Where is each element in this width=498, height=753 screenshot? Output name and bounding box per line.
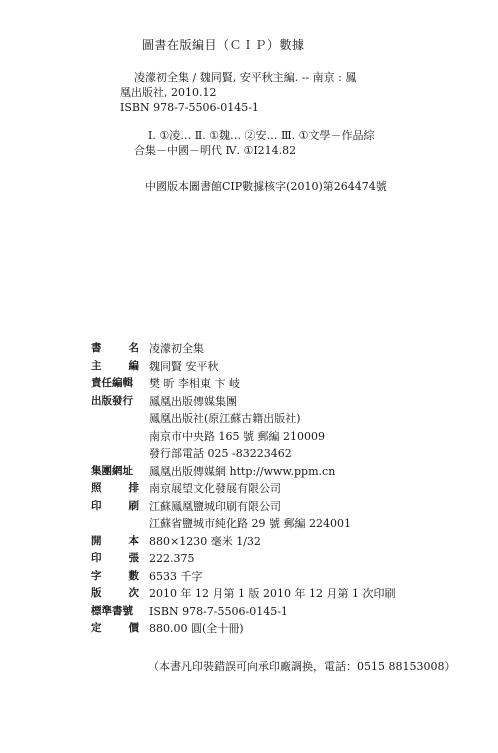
label-responsible-editor: 責任編輯 (91, 377, 133, 389)
row-sheets (91, 550, 471, 568)
publication-info (91, 340, 471, 638)
row-printing (91, 498, 471, 533)
row-responsible-editor (91, 375, 471, 393)
label-website: 集團網址 (91, 464, 133, 477)
label-book-name: 書 名 (91, 342, 139, 354)
cip-line: Ⅰ. ①凌… Ⅱ. ①魏… ②安… Ⅲ. ①文學－作品綜 (148, 129, 375, 142)
label-price: 定 價 (91, 622, 139, 634)
cip-line: ISBN 978-7-5506-0145-1 (120, 101, 259, 114)
cip-classification (120, 128, 460, 158)
cip-record (120, 70, 460, 115)
value-words: 6533 千字 (149, 569, 203, 583)
value-printing (149, 498, 471, 533)
row-edition (91, 585, 471, 603)
printing-line: 江蘇鳳凰鹽城印刷有限公司 (149, 499, 281, 513)
printing-line: 江蘇省鹽城市純化路 29 號 郵編 224001 (149, 517, 351, 530)
cip-line: 凰出版社, 2010.12 (120, 86, 217, 99)
row-isbn (91, 603, 471, 621)
value-sheets: 222.375 (149, 552, 195, 565)
value-isbn: ISBN 978-7-5506-0145-1 (149, 604, 288, 618)
publisher-line: 發行部電話 025 -83223462 (149, 447, 292, 460)
value-price: 880.00 圓(全十冊) (149, 622, 244, 635)
value-editors: 魏同賢 安平秋 (149, 359, 219, 373)
label-format: 開 本 (91, 534, 139, 547)
value-website: 鳳凰出版傳媒網 http://www.ppm.cn (149, 464, 336, 478)
row-price (91, 620, 471, 638)
cip-title: 圖書在版編目（ＣＩＰ）數據 (142, 38, 305, 52)
publisher-line: 南京市中央路 165 號 郵編 210009 (149, 429, 325, 443)
label-isbn: 標準書號 (91, 604, 133, 617)
printing-error-note: （本書凡印裝錯誤可向承印廠調换，電話：0515 88153008） (148, 660, 456, 673)
value-edition: 2010 年 12 月第 1 版 2010 年 12 月第 1 次印刷 (149, 587, 396, 600)
value-book-name: 凌濛初全集 (149, 342, 204, 355)
label-sheets: 印 張 (91, 552, 139, 564)
row-publisher (91, 393, 471, 463)
publisher-line: 鳳凰出版社(原江蘇古籍出版社) (149, 412, 301, 425)
row-words (91, 568, 471, 586)
value-format: 880×1230 毫米 1/32 (149, 534, 261, 548)
label-edition: 版 次 (91, 587, 139, 599)
label-printing: 印 刷 (91, 499, 139, 512)
label-publisher: 出版發行 (91, 394, 133, 407)
row-format (91, 533, 471, 551)
value-publisher (149, 393, 471, 463)
row-editors (91, 358, 471, 376)
cip-line: 凌濛初全集 / 魏同賢, 安平秋主編. -- 南京 : 鳳 (134, 71, 357, 84)
label-typesetting: 照 排 (91, 482, 139, 494)
row-website (91, 463, 471, 481)
label-editors: 主 編 (91, 359, 139, 372)
label-words: 字 數 (91, 569, 139, 582)
value-typesetting: 南京展望文化發展有限公司 (149, 482, 281, 495)
publisher-line: 鳳凰出版傳媒集團 (149, 394, 237, 408)
cip-line: 合集－中國－明代 Ⅳ. ①I214.82 (134, 144, 297, 157)
cip-verification-number: 中國版本圖書館CIP數據核字(2010)第264474號 (145, 180, 387, 193)
row-typesetting (91, 480, 471, 498)
value-responsible-editor: 樊 昕 李相東 卞 岐 (149, 377, 240, 390)
row-book-name (91, 340, 471, 358)
